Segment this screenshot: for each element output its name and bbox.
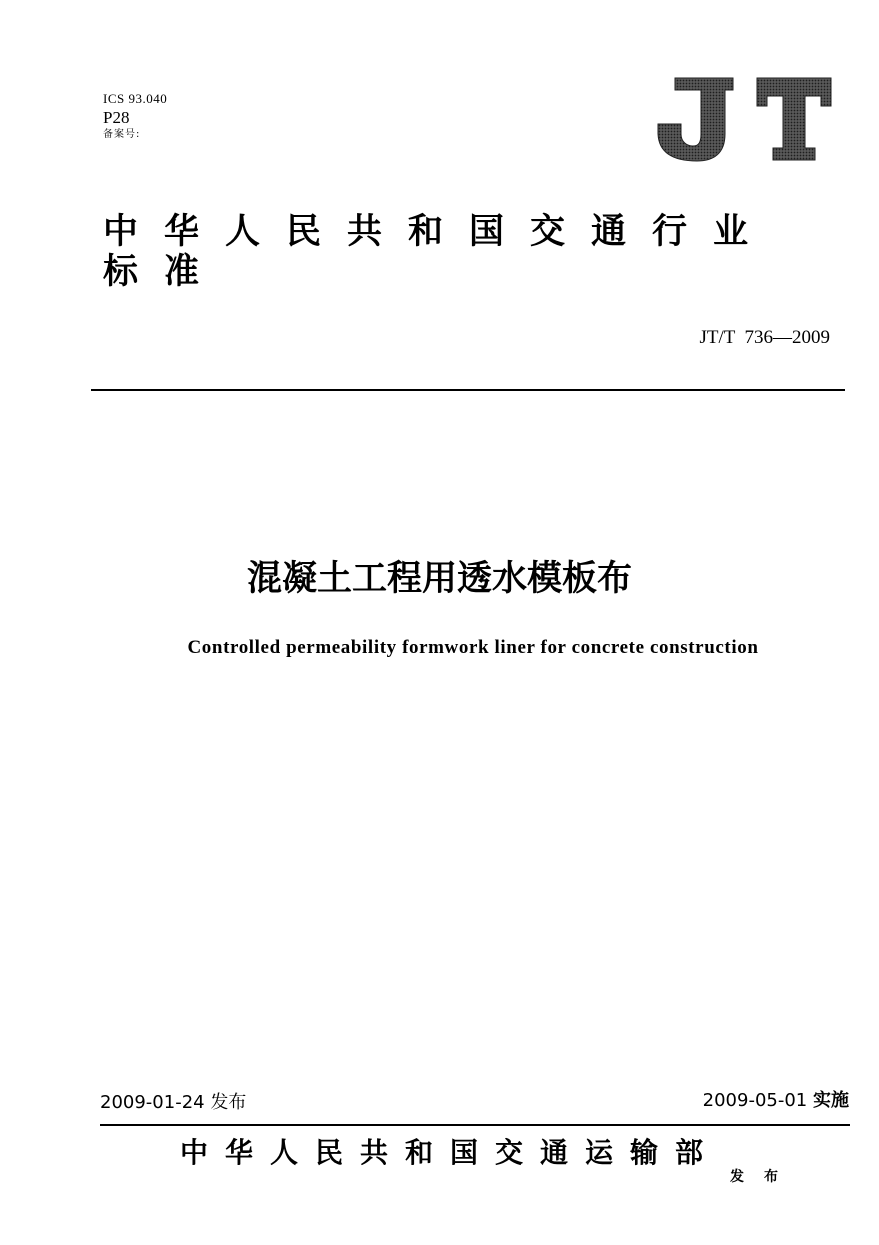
top-divider [91,389,845,391]
header-meta [103,90,167,142]
implementation-date-value: 2009-05-01 [702,1090,808,1111]
document-title-chinese: 混凝土工程用透水模板布 [246,559,632,599]
issue-date: 2009-01-24 发布 [100,1092,247,1113]
classification-code: P28 [103,108,130,127]
issuing-label: 发布 [730,1169,798,1185]
issuing-authority: 中华人民共和国交通运输部 [180,1136,721,1169]
standard-number: JT/T 736—2009 [699,327,830,348]
logo-letter-j [658,78,733,161]
standard-type-title: 中华人民共和国交通行业标准 [103,212,775,292]
document-title-english: Controlled permeability formwork liner for concrete construction [187,637,759,658]
implementation-date [703,1090,849,1112]
bottom-divider [100,1124,850,1126]
implementation-label: 实施 [813,1090,849,1111]
ics-code: ICS 93.040 [103,91,168,106]
logo-letter-t [757,78,831,160]
jt-logo [655,76,833,162]
filing-number-label: 备案号: [103,129,141,140]
